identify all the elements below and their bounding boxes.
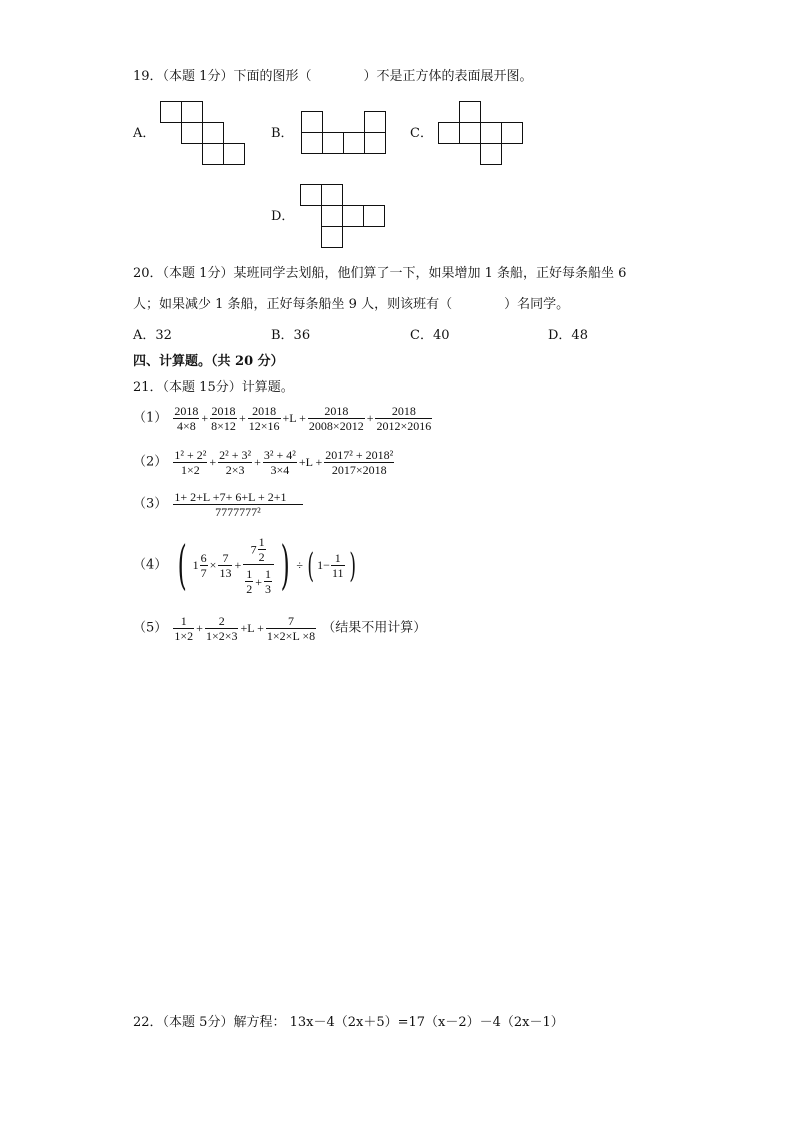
q21-p4-complex-frac: 7 $\frac{1}{2}$ $\frac{1}{2}$ + $\frac{1}{3}$: [243, 535, 274, 596]
q20-option-d: D．48: [548, 328, 588, 343]
q21-p2-frac-1: $\frac{\text{1² + 2²}}{1\times 2}$: [174, 448, 207, 477]
q20-line2: 人；如果减少 1 条船，正好每条船坐 9 人，则该班有（ ）名同学。: [133, 297, 570, 312]
q19-figure-c: [437, 100, 527, 168]
q21-p1-frac-5: $\frac{2018}{2012\times 2016}$: [376, 404, 432, 433]
q19-figure-b: [300, 110, 390, 156]
q21-p5-frac-3: $\frac{7}{1\times 2\times L \times 8}$: [266, 614, 316, 643]
q21-p4-frac-1-11: $\frac{1}{11}$: [331, 551, 344, 580]
right-paren: ): [348, 545, 356, 586]
q21-p3-frac: $\frac{1+ 2+L +7+ 6+L + 2+1}{\text{7777777²}}$: [173, 490, 302, 519]
q19-option-b-label: B．: [271, 126, 294, 141]
q21-p4-mixed-frac: $\frac{6}{7}$: [200, 551, 207, 580]
q21-p2-frac-3: $\frac{\text{3² + 4²}}{3\times 4}$: [263, 448, 296, 477]
section-title: 四、计算题。（共 20 分）: [133, 354, 284, 369]
q21-p1-ellipsis: +L +: [282, 411, 306, 425]
q21-p5-ellipsis: +L +: [240, 621, 264, 635]
q21-part5-label: （5）: [133, 620, 168, 636]
q19-stem: 19．（本题 1分）下面的图形（ ）不是正方体的表面展开图。: [133, 69, 533, 84]
q20-option-a: A．32: [133, 328, 172, 343]
q21-stem: 21．（本题 15分）计算题。: [133, 380, 294, 395]
q21-part3-label: （3）: [133, 496, 168, 512]
q21-p2-frac-4: $\frac{\text{2017² + 2018²}}{2017\times 2018}$: [325, 448, 394, 477]
q20-option-c: C．40: [410, 328, 450, 343]
right-big-paren: ): [280, 535, 290, 596]
q21-part1-label: （1）: [133, 410, 168, 426]
q19-option-a-label: A．: [133, 126, 156, 141]
q20-option-b: B．36: [271, 328, 311, 343]
q21-p2-ellipsis: +L +: [298, 455, 323, 469]
left-paren: (: [307, 545, 314, 586]
q21-part5: （5） $\frac{1}{1\times 2}$ + $\frac{2}{1\times 2\times 3}$ +L + $\frac{7}{1\times 2\times L \times 8}$ （结果不用计算）: [133, 614, 427, 643]
q21-part2-label: （2）: [133, 454, 168, 470]
q21-part4: （4） ( 1 $\frac{6}{7}$ × $\frac{7}{13}$ + 7 $\frac{1}{2}$ $\frac{1}{2}$ + $\frac{1}{3}$ ) ÷ ( 1− $\frac{1}{11}$ ): [133, 535, 356, 596]
q19-option-d-label: D．: [271, 209, 295, 224]
q21-part2: （2） $\frac{\text{1² + 2²}}{1\times 2}$ + $\frac{\text{2² + 3²}}{2\times 3}$ + $\frac{\text{3² + 4²}}{3\times 4}$ +L + $\frac{\text{2017² + 2018²}}{2017\times 2018}$: [133, 448, 394, 477]
q21-part1: （1） $\frac{2018}{4\times 8}$ + $\frac{2018}{8\times 12}$ + $\frac{2018}{12\times 16}$ +L + $\frac{2018}{2008\times 2012}$ + $\frac{2018}{2012\times 2016}$: [133, 404, 432, 433]
q19-option-c-label: C．: [410, 126, 433, 141]
q21-p5-frac-1: $\frac{1}{1\times 2}$: [174, 614, 194, 643]
q19-figure-a: [159, 100, 249, 168]
q21-p4-frac-7-13: $\frac{7}{13}$: [219, 551, 232, 580]
q21-part3: [133, 490, 304, 519]
q21-p1-frac-2: $\frac{2018}{8\times 12}$: [211, 404, 236, 433]
q21-p1-frac-3: $\frac{2018}{12\times 16}$: [248, 404, 280, 433]
q19-figure-d: [299, 183, 389, 251]
q21-p1-frac-4: $\frac{2018}{2008\times 2012}$: [308, 404, 364, 433]
left-big-paren: (: [177, 535, 188, 596]
q21-p5-frac-2: $\frac{2}{1\times 2\times 3}$: [205, 614, 238, 643]
q21-p1-frac-1: $\frac{2018}{4\times 8}$: [174, 404, 199, 433]
q20-line1: 20．（本题 1分）某班同学去划船，他们算了一下，如果增加 1 条船，正好每条船坐 6: [133, 266, 627, 281]
q22-stem: 22．（本题 5分）解方程： 13x－4（2x＋5）=17（x－2）－4（2x－1）: [133, 1015, 564, 1030]
q21-part4-label: （4）: [133, 557, 168, 573]
q21-p2-frac-2: $\frac{\text{2² + 3²}}{2\times 3}$: [219, 448, 252, 477]
q21-part5-note: （结果不用计算）: [322, 620, 427, 636]
